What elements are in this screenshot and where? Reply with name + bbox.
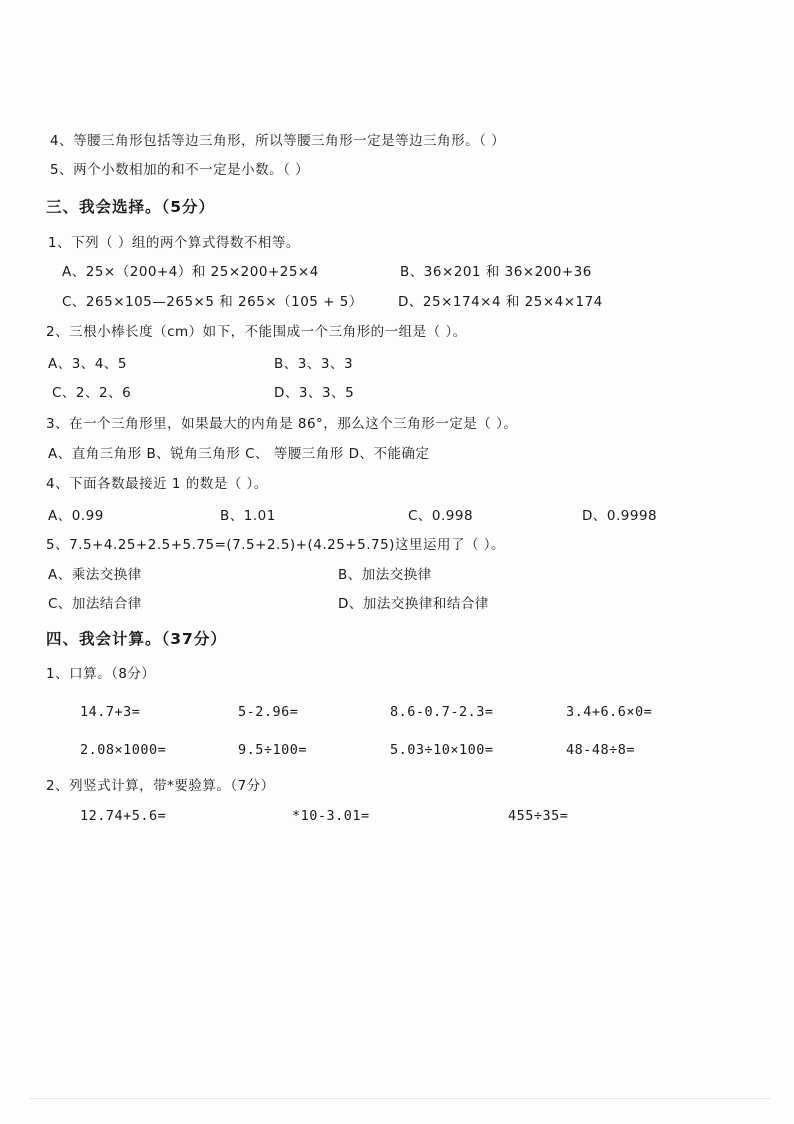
oral-calc-item: 3.4+6.6×0=: [566, 704, 653, 720]
q4-option-c: C、0.998: [408, 508, 474, 524]
q1-option-a: A、25×（200+4）和 25×200+25×4: [62, 264, 319, 280]
page-bottom-divider: [30, 1098, 770, 1099]
vertical-calc-item: *10-3.01=: [292, 808, 370, 824]
q2-option-a: A、3、4、5: [48, 356, 128, 372]
q3-options: A、直角三角形 B、锐角三角形 C、 等腰三角形 D、不能确定: [48, 446, 430, 462]
q5-option-d: D、加法交换律和结合律: [338, 596, 489, 612]
oral-calc-label: 1、口算。（8分）: [46, 666, 156, 682]
q4-stem: 4、下面各数最接近 1 的数是（ ）。: [46, 476, 268, 492]
section-3-heading: 三、我会选择。（5分）: [46, 198, 216, 216]
oral-calc-item: 2.08×1000=: [80, 742, 167, 758]
q3-stem: 3、在一个三角形里，如果最大的内角是 86°，那么这个三角形一定是（ ）。: [46, 416, 518, 432]
q1-stem: 1、下列（ ）组的两个算式得数不相等。: [48, 235, 300, 251]
oral-calc-item: 5.03÷10×100=: [390, 742, 494, 758]
oral-calc-item: 5-2.96=: [238, 704, 299, 720]
oral-calc-item: 8.6-0.7-2.3=: [390, 704, 494, 720]
oral-calc-item: 14.7+3=: [80, 704, 141, 720]
q4-option-d: D、0.9998: [582, 508, 658, 524]
oral-calc-item: 48-48÷8=: [566, 742, 636, 758]
vertical-calc-item: 12.74+5.6=: [80, 808, 167, 824]
q5-stem: 5、7.5+4.25+2.5+5.75=(7.5+2.5)+(4.25+5.75)这里运用了（ ）。: [46, 537, 505, 553]
q1-option-b: B、36×201 和 36×200+36: [400, 264, 592, 280]
q2-stem: 2、三根小棒长度（cm）如下，不能围成一个三角形的一组是（ ）。: [46, 324, 467, 340]
q4-option-a: A、0.99: [48, 508, 104, 524]
q1-option-d: D、25×174×4 和 25×4×174: [398, 294, 603, 310]
judge-item-5: 5、两个小数相加的和不一定是小数。（ ）: [50, 162, 310, 178]
q4-option-b: B、1.01: [220, 508, 276, 524]
q5-option-c: C、加法结合律: [48, 596, 142, 612]
section-4-heading: 四、我会计算。（37分）: [46, 630, 227, 648]
oral-calc-item: 9.5÷100=: [238, 742, 308, 758]
q2-option-c: C、2、2、6: [52, 385, 132, 401]
q2-option-b: B、3、3、3: [274, 356, 354, 372]
vertical-calc-item: 455÷35=: [508, 808, 569, 824]
q5-option-a: A、乘法交换律: [48, 567, 142, 583]
q5-option-b: B、加法交换律: [338, 567, 432, 583]
q1-option-c: C、265×105—265×5 和 265×（105 + 5）: [62, 294, 363, 310]
vertical-calc-label: 2、列竖式计算，带*要验算。（7分）: [46, 778, 275, 794]
q2-option-d: D、3、3、5: [274, 385, 355, 401]
judge-item-4: 4、等腰三角形包括等边三角形，所以等腰三角形一定是等边三角形。（ ）: [50, 133, 506, 149]
